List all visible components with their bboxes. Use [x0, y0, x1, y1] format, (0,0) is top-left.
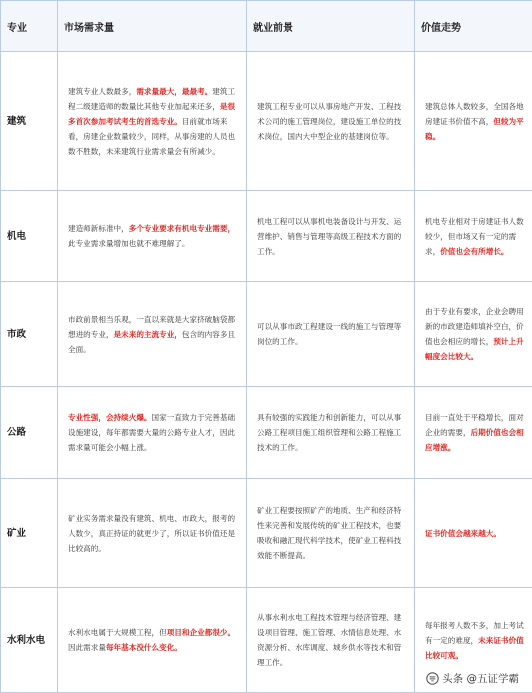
prospect-cell: 从事水利水电工程技术管理与经济管理、建设项目管理、施工管理、水情信息处理、水资源分析、水库调度、城乡供水等技术和管理工作。	[247, 588, 415, 693]
value-cell: 机电专业相对于房建证书人数较少，但市场又有一定的需求，价值也会有所增长。	[415, 191, 532, 282]
table-row	[1, 52, 532, 191]
demand-cell: 专业性强，会持续火爆。国家一直致力于完善基础设施建设，每年都需要大量的公路专业人才，因此需求量可能会小幅上涨。	[58, 387, 247, 479]
header-value: 价值走势	[415, 1, 532, 52]
major-cell: 公路	[1, 387, 58, 479]
demand-cell: 建造师新标准中，多个专业要求有机电专业需要，此专业需求量增加也就不难理解了。	[58, 191, 247, 282]
table-row	[1, 191, 532, 282]
table-row	[1, 479, 532, 588]
value-cell: 由于专业有要求，企业会聘用新的市政建造师填补空白，价值也会相应的增长，预计上升幅度会比较大。	[415, 282, 532, 387]
demand-cell: 矿业实务需求量没有建筑、机电、市政大，报考的人数少，真正持证的就更少了，所以证书价值还是比较高的。	[58, 479, 247, 588]
header-prospect: 就业前景	[247, 1, 415, 52]
value-cell: 证书价值会越来越大。	[415, 479, 532, 588]
value-cell: 目前一直处于平稳增长，面对企业的需要，后期价值也会相应增涨。	[415, 387, 532, 479]
major-cell: 矿业	[1, 479, 58, 588]
value-cell: 每年报考人数不多，加上考试有一定的难度，未来证书价值比较可观。	[415, 588, 532, 693]
major-cell: 建筑	[1, 52, 58, 191]
prospect-cell: 可以从事市政工程建设一线的施工与管理等岗位的工作。	[247, 282, 415, 387]
table-row	[1, 282, 532, 387]
major-cell: 机电	[1, 191, 58, 282]
demand-cell: 市政前景相当乐观，一直以来就是大家挤破脑袋都想进的专业，是未来的主流专业，包含的内容多且全面。	[58, 282, 247, 387]
prospect-cell: 矿业工程要按照矿产的地质、生产和经济特性来完善和发展传统的矿业工程技术，也要吸收和融汇现代科学技术，使矿业工程科技效能不断提高。	[247, 479, 415, 588]
prospect-cell: 具有较强的实践能力和创新能力，可以从事公路工程项目施工组织管理和公路工程施工技术的工作。	[247, 387, 415, 479]
demand-cell: 水利水电属于大规模工程，但项目和企业都很少。因此需求量每年基本没什么变化。	[58, 588, 247, 693]
toutiao-icon	[426, 672, 439, 685]
demand-cell: 建筑专业人数最多，需求量最大，最最考。建筑工程二级建造师的数量比其他专业加起来还多，是很多首次参加考试考生的首选专业。目前就市场来看，房建企业数量较少，同样，从事房建的人员也数不胜数，未来建筑行业需求量会有所减少。	[58, 52, 247, 191]
major-cell: 水利水电	[1, 588, 58, 693]
header-demand: 市场需求量	[58, 1, 247, 52]
prospect-cell: 建筑工程专业可以从事房地产开发、工程技术公司的施工管理岗位，建设施工单位的技术岗位，国内大中型企业的基建岗位等。	[247, 52, 415, 191]
watermark	[423, 667, 522, 689]
value-cell: 建筑总体人数较多，全国各地房建证书价值不高，但较为平稳。	[415, 52, 532, 191]
table-row	[1, 387, 532, 479]
major-cell: 市政	[1, 282, 58, 387]
header-major: 专业	[1, 1, 58, 52]
prospect-cell: 机电工程可以从事机电装备设计与开发、运营维护、销售与管理等高级工程技术方面的工作。	[247, 191, 415, 282]
table-header-row	[1, 1, 532, 52]
watermark-text: 头条 @五证学霸	[442, 672, 519, 685]
